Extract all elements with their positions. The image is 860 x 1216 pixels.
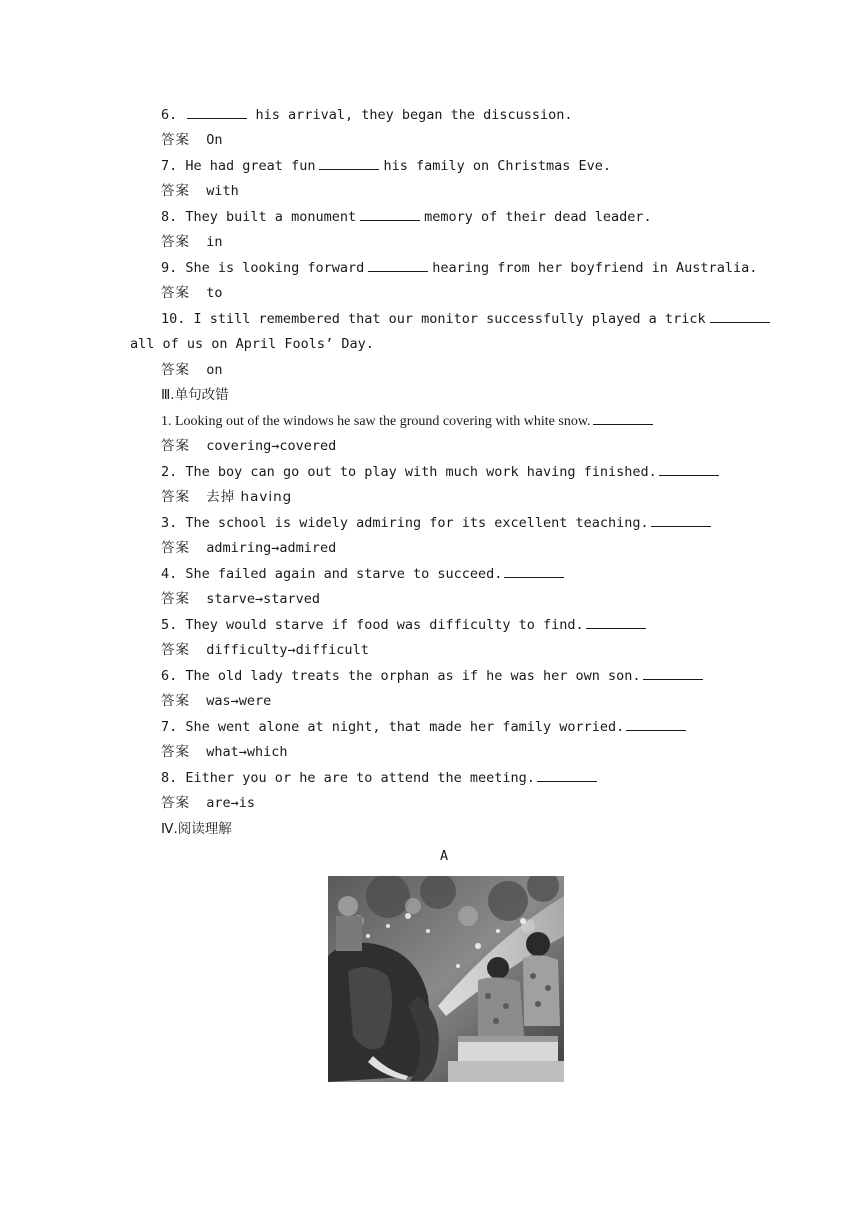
error-correction-answer-7: 答案 what→which xyxy=(161,744,288,760)
error-correction-question-7: 7. She went alone at night, that made her family worried. xyxy=(161,718,686,736)
section-heading-reading: Ⅳ.阅读理解 xyxy=(161,821,232,837)
answer-blank xyxy=(504,565,564,578)
answer-blank xyxy=(368,259,428,272)
answer-blank xyxy=(710,310,770,323)
answer-blank xyxy=(659,463,719,476)
error-correction-question-1: 1. Looking out of the windows he saw the ground covering with white snow. xyxy=(161,412,653,431)
error-correction-question-3: 3. The school is widely admiring for its excellent teaching. xyxy=(161,514,711,532)
error-correction-answer-4: 答案 starve→starved xyxy=(161,591,321,607)
answer-blank xyxy=(643,667,703,680)
error-correction-answer-1: 答案 covering→covered xyxy=(161,438,337,454)
fill-in-question-10-continued: all of us on April Fools’ Day. xyxy=(130,336,374,352)
error-correction-question-8: 8. Either you or he are to attend the meeting. xyxy=(161,769,597,787)
fill-in-answer-9: 答案 to xyxy=(161,285,223,301)
error-correction-answer-2: 答案 去掉 having xyxy=(161,489,293,505)
answer-blank xyxy=(187,106,247,119)
photo-elephant-water-festival xyxy=(328,876,564,1082)
answer-blank xyxy=(537,769,597,782)
passage-letter: A xyxy=(440,848,449,864)
answer-blank xyxy=(593,412,653,425)
passage-photo xyxy=(328,876,564,1082)
fill-in-answer-10: 答案 on xyxy=(161,362,223,378)
fill-in-question-8: 8. They built a monument memory of their dead leader. xyxy=(161,209,652,225)
answer-blank xyxy=(586,616,646,629)
fill-in-answer-6: 答案 On xyxy=(161,132,223,148)
error-correction-answer-5: 答案 difficulty→difficult xyxy=(161,642,369,658)
error-correction-question-6: 6. The old lady treats the orphan as if he was her own son. xyxy=(161,667,703,685)
answer-blank xyxy=(626,718,686,731)
fill-in-answer-8: 答案 in xyxy=(161,234,223,250)
fill-in-question-7: 7. He had great fun his family on Christmas Eve. xyxy=(161,158,612,174)
answer-blank xyxy=(319,157,379,170)
error-correction-answer-8: 答案 are→is xyxy=(161,795,256,811)
section-heading-error-correction: Ⅲ.单句改错 xyxy=(161,387,229,403)
error-correction-answer-6: 答案 was→were xyxy=(161,693,272,709)
error-correction-question-2: 2. The boy can go out to play with much work having finished. xyxy=(161,463,719,481)
error-correction-question-4: 4. She failed again and starve to succeed. xyxy=(161,565,564,583)
fill-in-question-6: 6. his arrival, they began the discussion. xyxy=(161,107,573,123)
fill-in-answer-7: 答案 with xyxy=(161,183,239,199)
fill-in-question-10: 10. I still remembered that our monitor successfully played a trick xyxy=(161,310,774,328)
error-correction-answer-3: 答案 admiring→admired xyxy=(161,540,337,556)
error-correction-question-5: 5. They would starve if food was difficulty to find. xyxy=(161,616,646,634)
answer-blank xyxy=(651,514,711,527)
fill-in-question-9: 9. She is looking forward hearing from her boyfriend in Australia. xyxy=(161,260,758,276)
answer-blank xyxy=(360,208,420,221)
